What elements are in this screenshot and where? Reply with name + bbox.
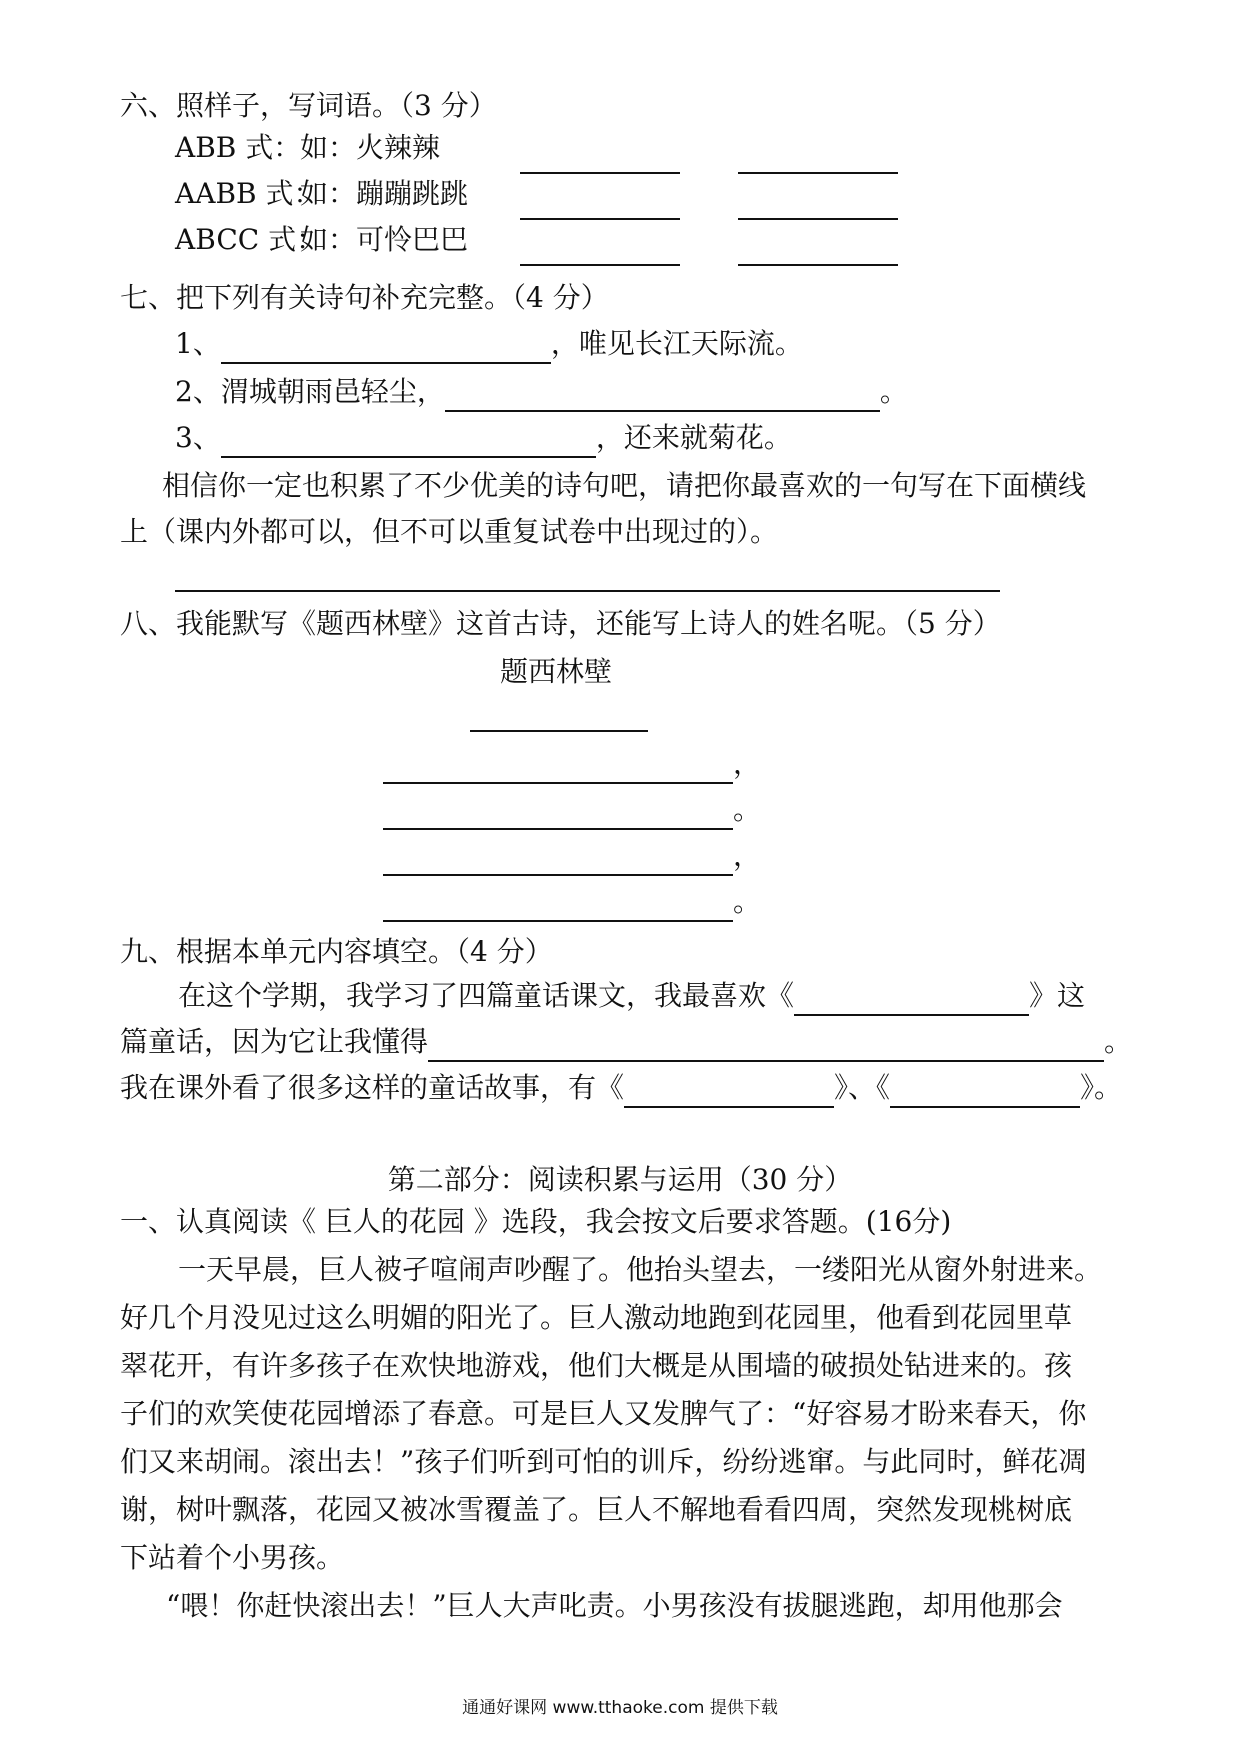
- q9-bracket: 》。: [1080, 1071, 1123, 1104]
- q9-text: 在这个学期，我学习了四篇童话课文，我最喜欢: [178, 979, 767, 1012]
- q9-line-3: [120, 1068, 1122, 1108]
- q7-extra-line-1: 相信你一定也积累了不少优美的诗句吧，请把你最喜欢的一句写在下面横线: [162, 469, 1087, 502]
- q7-item-num: 1、: [175, 327, 221, 360]
- q6-heading: 六、照样子，写词语。（3 分）: [120, 89, 497, 122]
- q6-blank-2b[interactable]: [738, 218, 898, 220]
- passage-line: 们又来胡闹。滚出去！”孩子们听到可怕的训斥，纷纷逃窜。与此同时，鲜花凋: [120, 1445, 1087, 1478]
- page-footer: 通通好课网 www.tthaoke.com 提供下载: [462, 1698, 778, 1718]
- q6-blank-3a[interactable]: [520, 264, 680, 266]
- q8-verse-line-1: [383, 744, 761, 784]
- q6-pattern: AABB 式：: [175, 177, 322, 210]
- q6-row-aabb: [175, 174, 468, 214]
- q9-text: 。: [1104, 1025, 1133, 1058]
- q9-heading: 九、根据本单元内容填空。（4 分）: [120, 935, 553, 968]
- passage-line: 一天早晨，巨人被孑喧闹声吵醒了。他抬头望去，一缕阳光从窗外射进来。: [178, 1253, 1103, 1286]
- q7-favorite-verse-blank[interactable]: [175, 590, 1000, 592]
- q9-bracket: 《: [766, 979, 795, 1012]
- passage-line: 谢，树叶飘落，花园又被冰雪覆盖了。巨人不解地看看四周，突然发现桃树底: [120, 1493, 1073, 1526]
- part2-q1-heading: 一、认真阅读《 巨人的花园 》选段，我会按文后要求答题。(16分): [120, 1205, 952, 1238]
- q9-bracket: 》: [1029, 979, 1058, 1012]
- passage-line: 下站着个小男孩。: [120, 1541, 345, 1574]
- passage-line: 子们的欢笑使花园增添了春意。可是巨人又发脾气了：“好容易才盼来春天，你: [120, 1397, 1087, 1430]
- q9-text: 我在课外看了很多这样的童话故事，有: [120, 1071, 597, 1104]
- q7-item-2: [175, 372, 908, 412]
- q9-story-blank-1[interactable]: [624, 1076, 834, 1108]
- q8-verse-blank[interactable]: [383, 798, 733, 830]
- q8-verse-line-2: [383, 790, 761, 830]
- passage-line: 好几个月没见过这么明媚的阳光了。巨人激动地跑到花园里，他看到花园里草: [120, 1301, 1073, 1334]
- q9-lesson-blank[interactable]: [428, 1030, 1104, 1062]
- q8-verse-punct: 。: [733, 885, 762, 918]
- q8-verse-line-3: [383, 836, 761, 876]
- q6-row-abcc: [175, 220, 468, 260]
- part2-title: 第二部分：阅读积累与运用（30 分）: [387, 1163, 853, 1196]
- q6-pattern: ABB 式：: [175, 131, 302, 164]
- q6-example: 如：蹦蹦跳跳: [300, 177, 469, 210]
- q8-verse-line-4: [383, 882, 761, 922]
- q7-item-tail: ，唯见长江天际流。: [550, 327, 803, 360]
- q7-item-3: [175, 418, 792, 458]
- q9-bracket: 》、《: [834, 1071, 891, 1104]
- q6-blank-1a[interactable]: [520, 172, 680, 174]
- q6-row-abb: [175, 128, 440, 168]
- q8-verse-punct: 。: [733, 793, 762, 826]
- q6-example: 如：火辣辣: [300, 131, 441, 164]
- q7-blank-2[interactable]: [445, 380, 880, 412]
- q7-item-tail: ，还来就菊花。: [595, 421, 792, 454]
- q7-extra-line-2: 上（课内外都可以，但不可以重复试卷中出现过的）。: [120, 515, 779, 548]
- q9-bracket: 《: [596, 1071, 625, 1104]
- q8-verse-punct: ，: [733, 839, 762, 872]
- passage-line: “喂！你赶快滚出去！”巨人大声叱责。小男孩没有拔腿逃跑，却用他那会: [166, 1589, 1063, 1622]
- q7-heading: 七、把下列有关诗句补充完整。（4 分）: [120, 281, 609, 314]
- q7-blank-3[interactable]: [221, 426, 596, 458]
- q9-favorite-story-blank[interactable]: [794, 984, 1029, 1016]
- q6-blank-2a[interactable]: [520, 218, 680, 220]
- q7-item-tail: 。: [879, 375, 908, 408]
- q8-verse-punct: ，: [733, 747, 762, 780]
- q9-text: 篇童话，因为它让我懂得: [120, 1025, 429, 1058]
- q8-verse-blank[interactable]: [383, 752, 733, 784]
- q8-verse-blank[interactable]: [383, 844, 733, 876]
- q9-line-1: [178, 976, 1085, 1016]
- q8-verse-blank[interactable]: [383, 890, 733, 922]
- q7-item-1: [175, 324, 803, 364]
- q6-blank-3b[interactable]: [738, 264, 898, 266]
- q9-story-blank-2[interactable]: [890, 1076, 1080, 1108]
- q8-heading: 八、我能默写《题西林壁》这首古诗，还能写上诗人的姓名呢。（5 分）: [120, 607, 1001, 640]
- q6-blank-1b[interactable]: [738, 172, 898, 174]
- q6-pattern: ABCC 式：: [175, 223, 325, 256]
- q7-item-head: 2、渭城朝雨邑轻尘，: [175, 375, 445, 408]
- q9-text: 这: [1057, 979, 1086, 1012]
- q6-example: 如：可怜巴巴: [300, 223, 469, 256]
- q7-item-num: 3、: [175, 421, 221, 454]
- q8-poem-title: 题西林壁: [500, 655, 613, 688]
- q8-poet-name-blank[interactable]: [470, 730, 648, 732]
- q7-blank-1[interactable]: [221, 332, 551, 364]
- q9-line-2: [120, 1022, 1132, 1062]
- passage-line: 翠花开，有许多孩子在欢快地游戏，他们大概是从围墙的破损处钻进来的。孩: [120, 1349, 1073, 1382]
